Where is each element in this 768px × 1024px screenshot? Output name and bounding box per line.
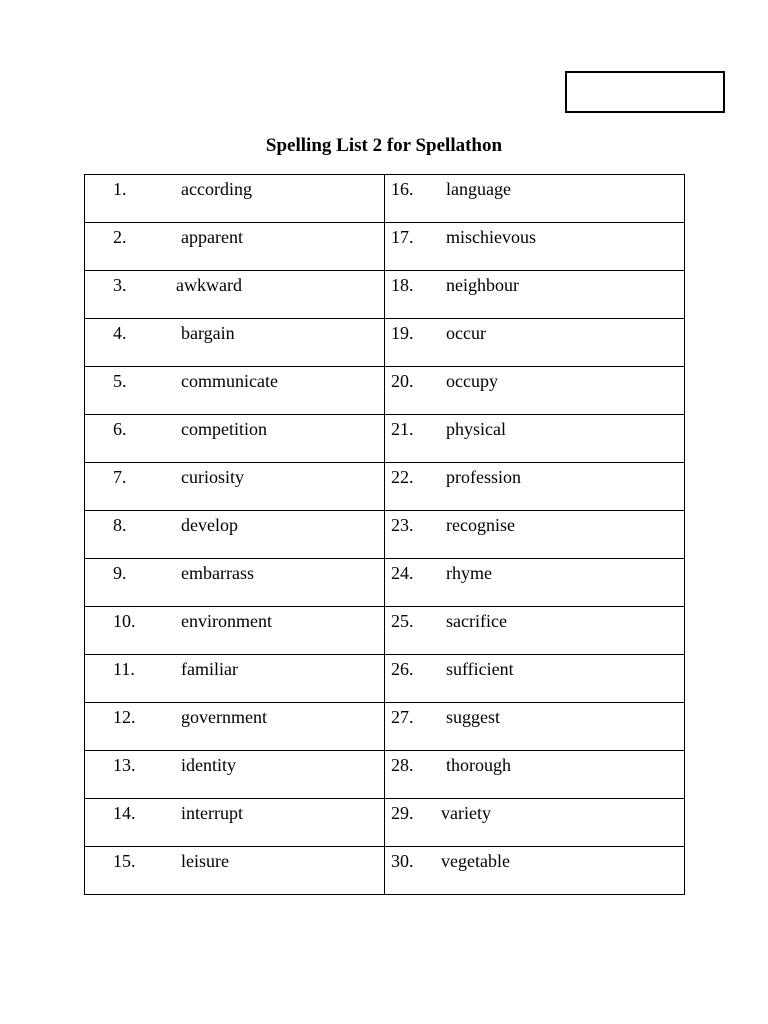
word-cell — [85, 271, 385, 319]
spelling-word: mischievous — [446, 227, 536, 247]
word-cell — [85, 655, 385, 703]
table-row — [85, 223, 685, 271]
spelling-word: communicate — [181, 371, 278, 391]
item-number: 6. — [113, 419, 127, 439]
item-number: 15. — [113, 851, 136, 871]
word-cell — [385, 703, 685, 751]
spelling-word: leisure — [181, 851, 229, 871]
spelling-word: neighbour — [446, 275, 519, 295]
word-cell — [85, 703, 385, 751]
table-row — [85, 271, 685, 319]
word-cell — [385, 511, 685, 559]
table-row — [85, 847, 685, 895]
word-cell — [385, 847, 685, 895]
word-cell — [85, 367, 385, 415]
spelling-table-body — [85, 175, 685, 895]
table-row — [85, 799, 685, 847]
table-row — [85, 607, 685, 655]
item-number: 25. — [391, 611, 414, 631]
word-cell — [385, 319, 685, 367]
word-cell — [85, 463, 385, 511]
item-number: 11. — [113, 659, 135, 679]
table-row — [85, 175, 685, 223]
item-number: 5. — [113, 371, 127, 391]
spelling-word: embarrass — [181, 563, 254, 583]
item-number: 20. — [391, 371, 414, 391]
item-number: 16. — [391, 179, 414, 199]
word-cell — [385, 175, 685, 223]
word-cell — [85, 607, 385, 655]
item-number: 19. — [391, 323, 414, 343]
spelling-word: competition — [181, 419, 267, 439]
word-cell — [385, 415, 685, 463]
spelling-word: language — [446, 179, 511, 199]
item-number: 10. — [113, 611, 136, 631]
table-row — [85, 751, 685, 799]
spelling-word: according — [181, 179, 252, 199]
word-cell — [85, 319, 385, 367]
item-number: 2. — [113, 227, 127, 247]
spelling-word: rhyme — [446, 563, 492, 583]
spelling-table — [84, 174, 685, 895]
table-row — [85, 319, 685, 367]
item-number: 1. — [113, 179, 127, 199]
spelling-word: identity — [181, 755, 236, 775]
spelling-word: bargain — [181, 323, 235, 343]
spelling-word: curiosity — [181, 467, 244, 487]
table-row — [85, 703, 685, 751]
spelling-word: occur — [446, 323, 486, 343]
item-number: 26. — [391, 659, 414, 679]
table-row — [85, 367, 685, 415]
word-cell — [385, 223, 685, 271]
item-number: 18. — [391, 275, 414, 295]
spelling-word: thorough — [446, 755, 511, 775]
word-cell — [85, 175, 385, 223]
table-row — [85, 415, 685, 463]
spelling-word: awkward — [176, 275, 242, 295]
spelling-word: occupy — [446, 371, 498, 391]
spelling-word: suggest — [446, 707, 500, 727]
spelling-word: interrupt — [181, 803, 243, 823]
word-cell — [385, 559, 685, 607]
spelling-word: sacrifice — [446, 611, 507, 631]
word-cell — [385, 463, 685, 511]
spelling-word: variety — [441, 803, 491, 823]
word-cell — [385, 655, 685, 703]
item-number: 9. — [113, 563, 127, 583]
item-number: 14. — [113, 803, 136, 823]
table-row — [85, 559, 685, 607]
word-cell — [85, 415, 385, 463]
word-cell — [85, 511, 385, 559]
spelling-word: profession — [446, 467, 521, 487]
item-number: 17. — [391, 227, 414, 247]
item-number: 28. — [391, 755, 414, 775]
item-number: 24. — [391, 563, 414, 583]
item-number: 13. — [113, 755, 136, 775]
item-number: 7. — [113, 467, 127, 487]
word-cell — [85, 223, 385, 271]
word-cell — [385, 367, 685, 415]
spelling-word: develop — [181, 515, 238, 535]
item-number: 30. — [391, 851, 414, 871]
empty-box — [565, 71, 725, 113]
table-row — [85, 511, 685, 559]
page-title: Spelling List 2 for Spellathon — [265, 135, 503, 156]
item-number: 4. — [113, 323, 127, 343]
item-number: 23. — [391, 515, 414, 535]
word-cell — [85, 799, 385, 847]
table-row — [85, 655, 685, 703]
item-number: 3. — [113, 275, 127, 295]
spelling-word: recognise — [446, 515, 515, 535]
item-number: 8. — [113, 515, 127, 535]
table-row — [85, 463, 685, 511]
spelling-word: familiar — [181, 659, 238, 679]
item-number: 12. — [113, 707, 136, 727]
item-number: 27. — [391, 707, 414, 727]
spelling-word: apparent — [181, 227, 243, 247]
word-cell — [385, 751, 685, 799]
word-cell — [385, 799, 685, 847]
spelling-word: sufficient — [446, 659, 514, 679]
word-cell — [385, 271, 685, 319]
word-cell — [85, 751, 385, 799]
item-number: 21. — [391, 419, 414, 439]
spelling-word: government — [181, 707, 267, 727]
spelling-word: vegetable — [441, 851, 510, 871]
word-cell — [385, 607, 685, 655]
spelling-word: environment — [181, 611, 272, 631]
spelling-word: physical — [446, 419, 506, 439]
item-number: 29. — [391, 803, 414, 823]
item-number: 22. — [391, 467, 414, 487]
word-cell — [85, 559, 385, 607]
word-cell — [85, 847, 385, 895]
